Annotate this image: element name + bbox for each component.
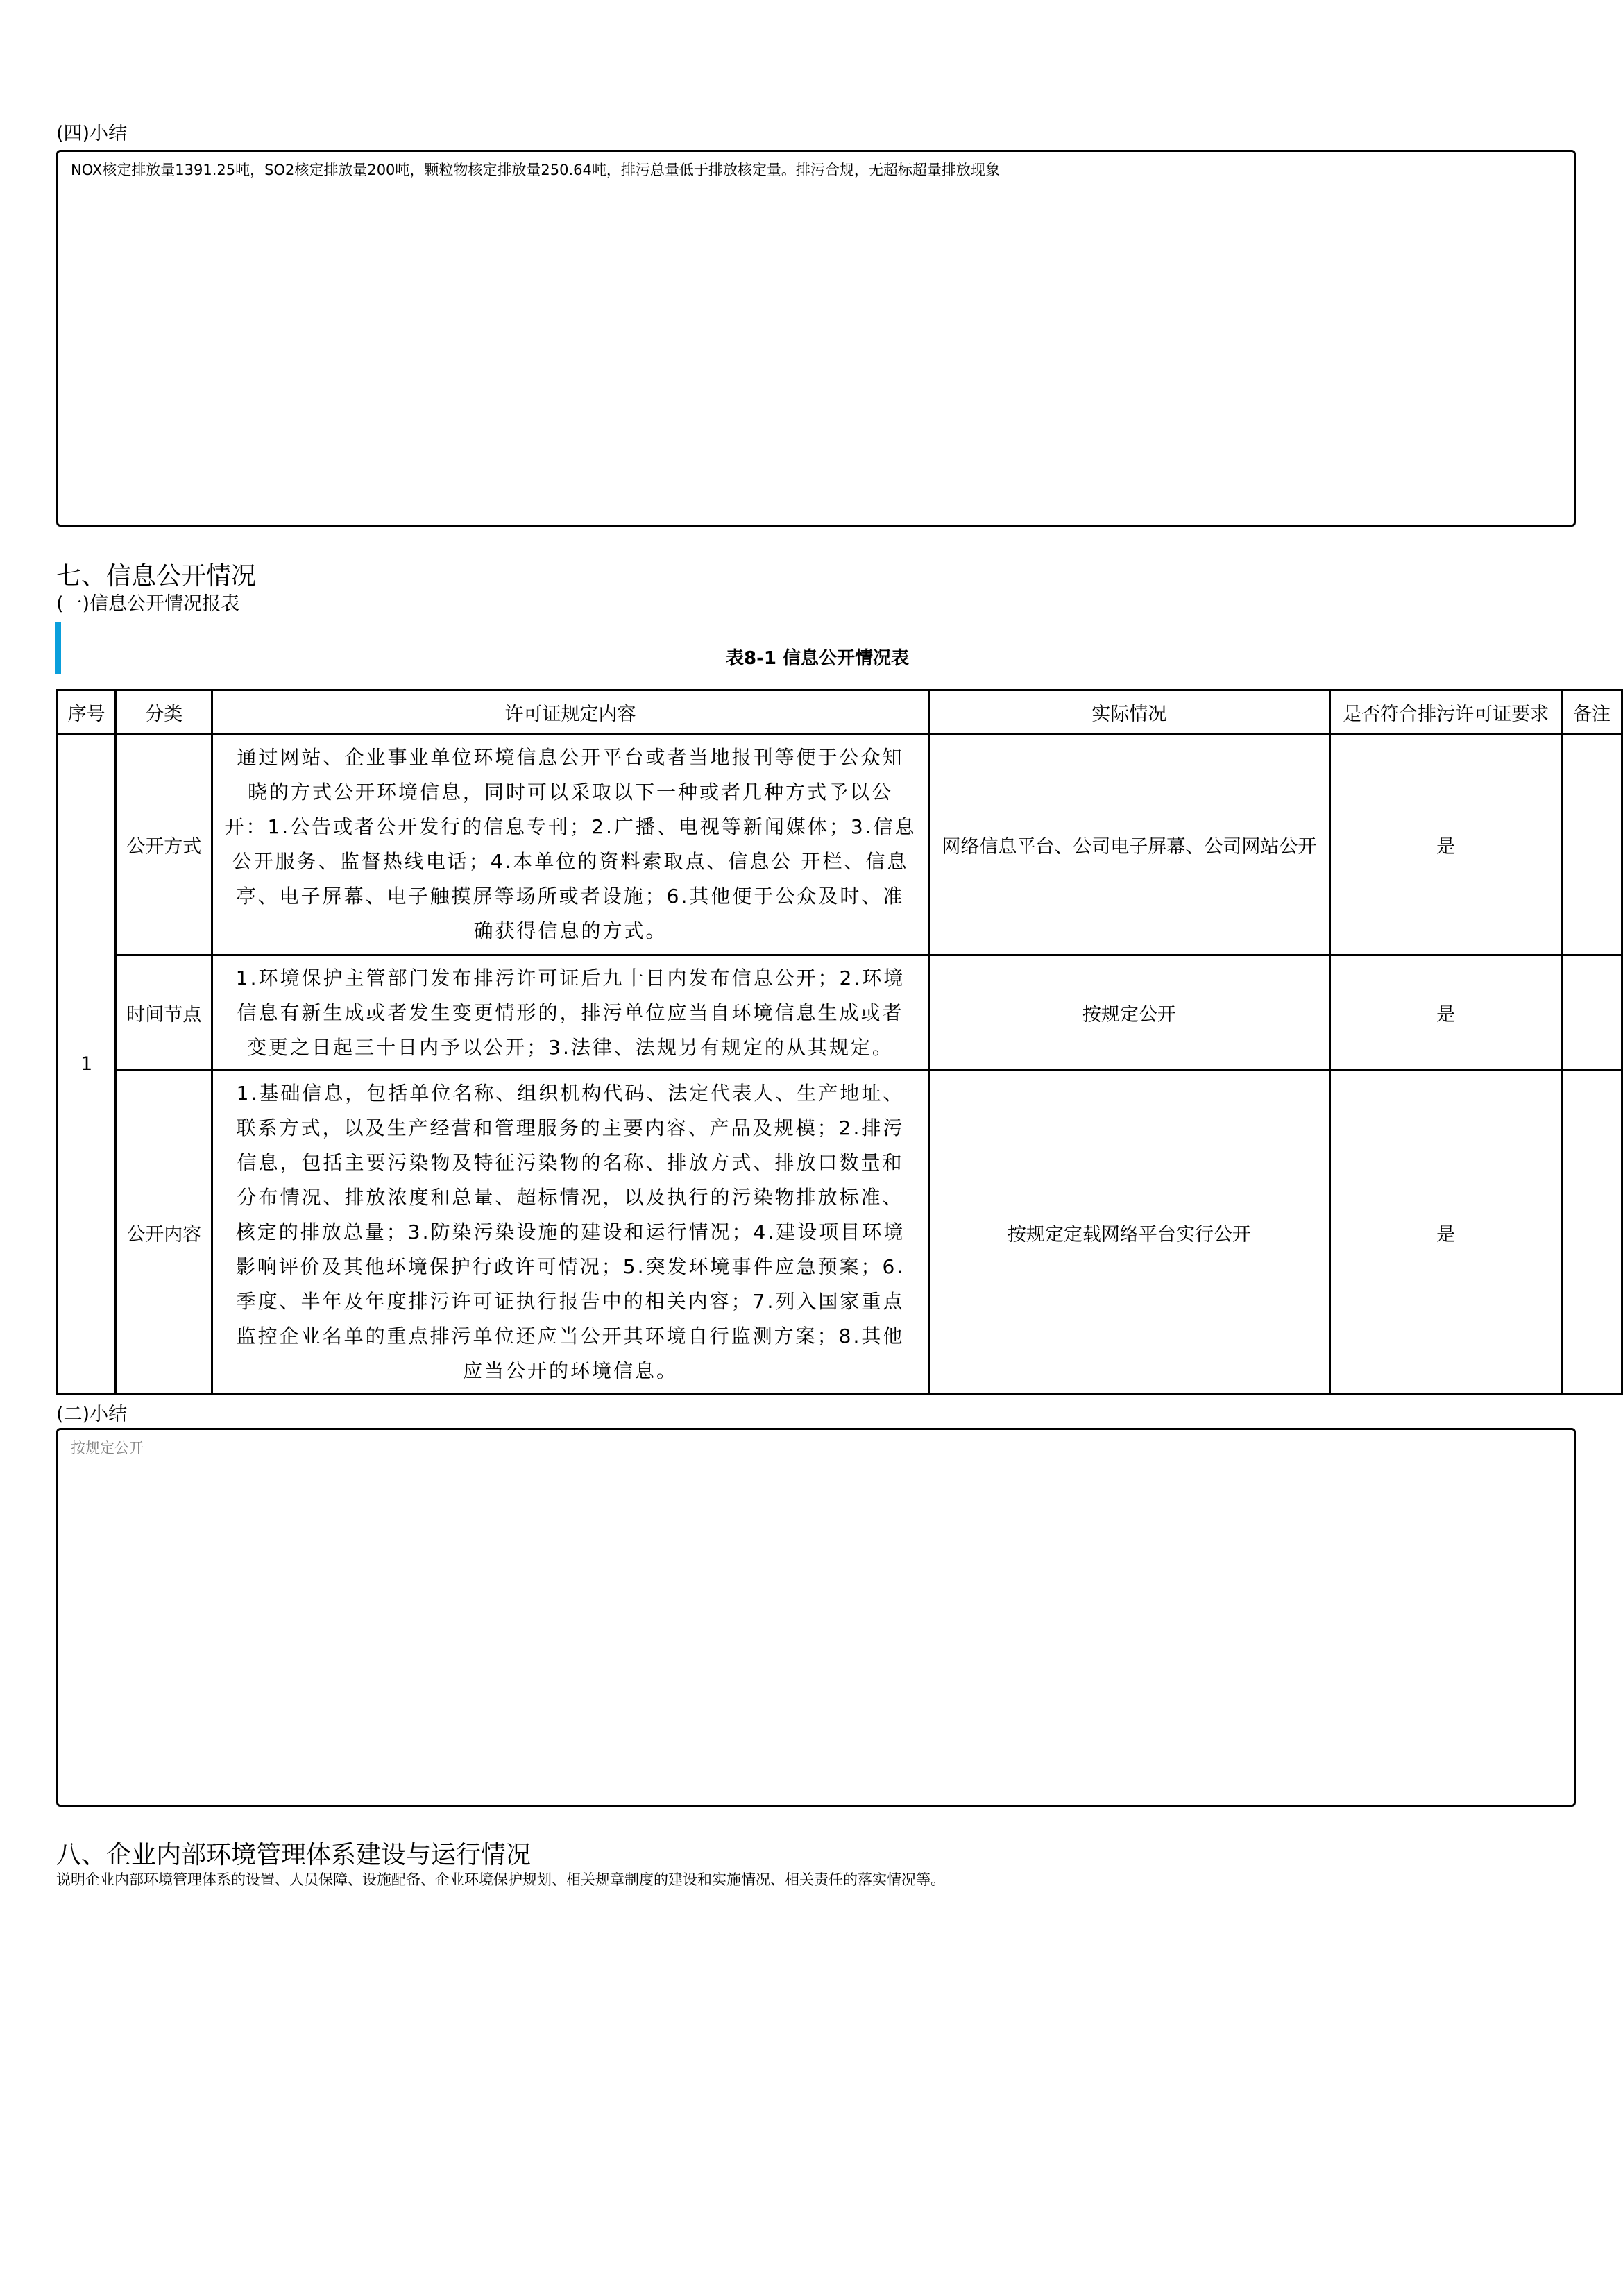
- content-line: 确获得信息的方式。: [473, 919, 668, 942]
- content-line: 公开服务、监督热线电话；4.本单位的资料索取点、信息公 开栏、信息: [232, 850, 909, 873]
- info-disclosure-table: [56, 689, 1623, 1395]
- row-actual: 按规定定载网络平台实行公开: [928, 1071, 1330, 1395]
- table-row: [58, 1071, 1622, 1395]
- content-line: 联系方式，以及生产经营和管理服务的主要内容、产品及规模；2.排污: [236, 1116, 905, 1139]
- col-header-permit-content: 许可证规定内容: [212, 690, 928, 734]
- content-line: 1.环境保护主管部门发布排污许可证后九十日内发布信息公开；2.环境: [235, 966, 906, 989]
- content-line: 开：1.公告或者公开发行的信息专刊；2.广播、电视等新闻媒体；3.信息: [224, 815, 917, 838]
- section-7-heading: 七、信息公开情况: [56, 562, 257, 590]
- col-header-category: 分类: [116, 690, 212, 734]
- row-actual: 网络信息平台、公司电子屏幕、公司网站公开: [928, 734, 1330, 955]
- summary-heading-7: (二)小结: [56, 1404, 128, 1425]
- col-header-compliant: 是否符合排污许可证要求: [1330, 690, 1562, 734]
- content-line: 核定的排放总量；3.防染污染设施的建设和运行情况；4.建设项目环境: [235, 1221, 906, 1243]
- row-compliant: 是: [1330, 955, 1562, 1071]
- content-line: 分布情况、排放浓度和总量、超标情况，以及执行的污染物排放标准、: [237, 1186, 904, 1209]
- content-line: 变更之日起三十日内予以公开；3.法律、法规另有规定的从其规定。: [247, 1035, 894, 1059]
- row-category: 时间节点: [116, 955, 212, 1071]
- row-permit-content: [212, 1071, 928, 1395]
- content-line: 信息，包括主要污染物及特征污染物的名称、排放方式、排放口数量和: [237, 1151, 904, 1174]
- row-compliant: 是: [1330, 734, 1562, 955]
- row-category: 公开内容: [116, 1071, 212, 1395]
- content-line: 通过网站、企业事业单位环境信息公开平台或者当地报刊等便于公众知: [237, 746, 904, 769]
- content-line: 季度、半年及年度排污许可证执行报告中的相关内容；7.列入国家重点: [236, 1290, 905, 1313]
- table-title: 表8-1 信息公开情况表: [725, 648, 910, 669]
- col-header-actual: 实际情况: [928, 690, 1330, 734]
- row-compliant: 是: [1330, 1071, 1562, 1395]
- row-remark: [1562, 1071, 1622, 1395]
- col-header-index: 序号: [58, 690, 116, 734]
- table-row: [58, 734, 1622, 955]
- summary-textarea-4[interactable]: [56, 150, 1576, 527]
- content-line: 应当公开的环境信息。: [463, 1359, 679, 1382]
- row-permit-content: [212, 955, 928, 1071]
- row-actual: 按规定公开: [928, 955, 1330, 1071]
- content-line: 监控企业名单的重点排污单位还应当公开其环境自行监测方案；8.其他: [236, 1325, 905, 1347]
- content-line: 亭、电子屏幕、电子触摸屏等场所或者设施；6.其他便于公众及时、准: [236, 885, 905, 908]
- col-header-remark: 备注: [1562, 690, 1622, 734]
- row-remark: [1562, 734, 1622, 955]
- content-line: 晓的方式公开环境信息，同时可以采取以下一种或者几种方式予以公: [248, 781, 894, 803]
- table-row: [58, 955, 1622, 1071]
- content-line: 1.基础信息，包括单位名称、组织机构代码、法定代表人、生产地址、: [236, 1082, 905, 1105]
- section-8-description: 说明企业内部环境管理体系的设置、人员保障、设施配备、企业环境保护规划、相关规章制度的建设和实施情况、相关责任的落实情况等。: [56, 1871, 945, 1888]
- content-line: 信息有新生成或者发生变更情形的，排污单位应当自环境信息生成或者: [237, 1001, 904, 1024]
- summary-text-7: 按规定公开: [71, 1440, 144, 1456]
- summary-textarea-7[interactable]: [56, 1428, 1576, 1807]
- section-7-subheading: (一)信息公开情况报表: [56, 593, 240, 615]
- table-header-row: [58, 690, 1622, 734]
- content-line: 影响评价及其他环境保护行政许可情况；5.突发环境事件应急预案；6.: [235, 1255, 906, 1278]
- row-index: 1: [58, 734, 116, 1395]
- summary-heading-4: (四)小结: [56, 123, 128, 144]
- row-category: 公开方式: [116, 734, 212, 955]
- summary-text-4: NOX核定排放量1391.25吨，SO2核定排放量200吨，颗粒物核定排放量250.64吨，排污总量低于排放核定量。排污合规，无超标超量排放现象: [71, 162, 1000, 178]
- section-8-heading: 八、企业内部环境管理体系建设与运行情况: [56, 1841, 532, 1869]
- row-permit-content: [212, 734, 928, 955]
- row-remark: [1562, 955, 1622, 1071]
